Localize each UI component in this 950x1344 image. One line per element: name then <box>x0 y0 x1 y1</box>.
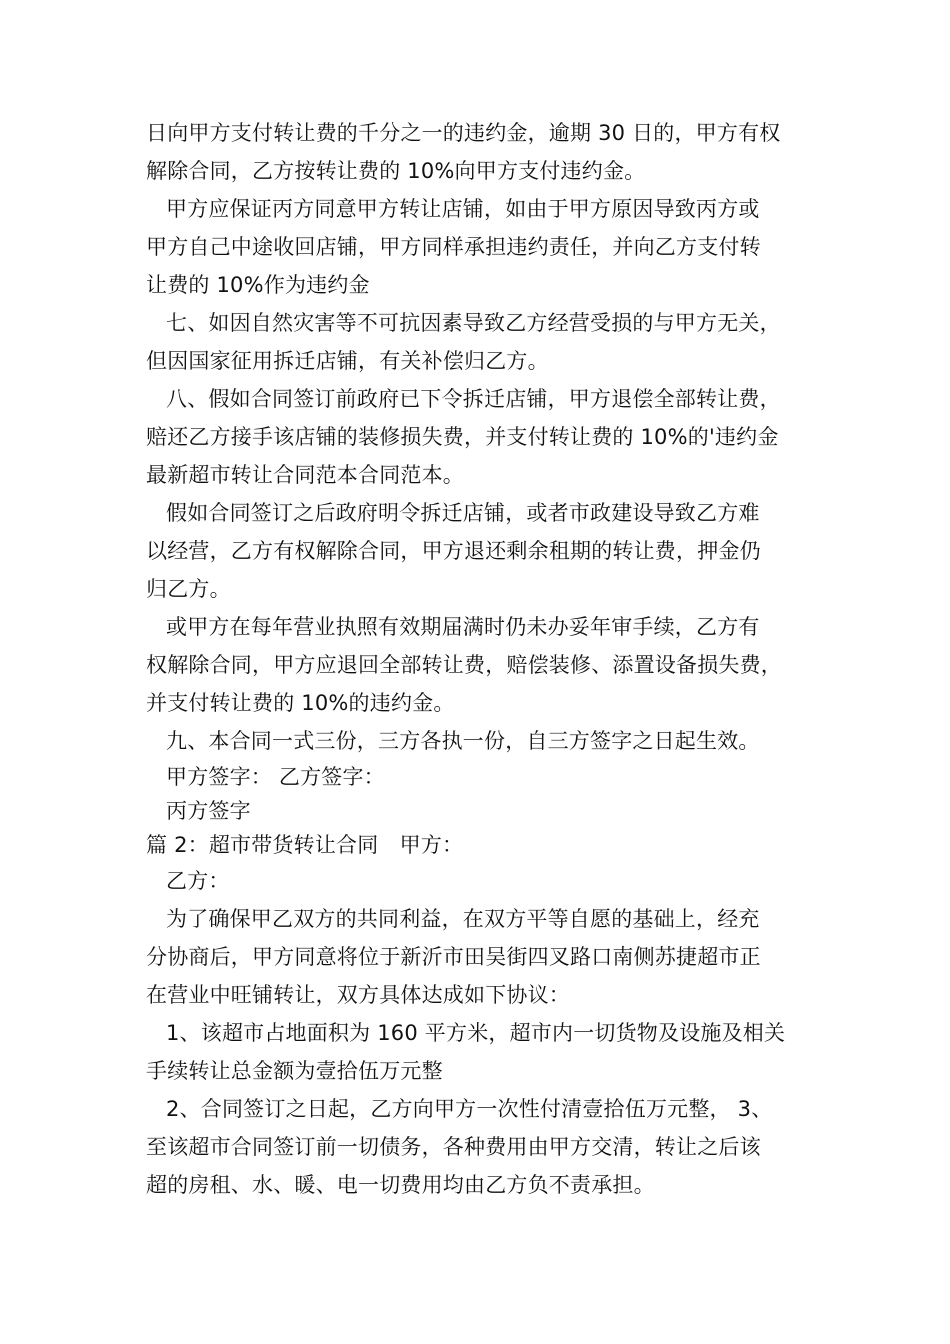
text-line: 为了确保甲乙双方的共同利益，在双方平等自愿的基础上，经充 <box>166 907 760 931</box>
text-line: 权解除合同，甲方应退回全部转让费，赔偿装修、添置设备损失费， <box>146 653 782 677</box>
text-line: 分协商后，甲方同意将位于新沂市田吴街四叉路口南侧苏捷超市正 <box>146 945 761 969</box>
text-line: 日向甲方支付转让费的千分之一的违约金，逾期 30 日的，甲方有权 <box>146 121 781 145</box>
section-heading: 篇 2：超市带货转让合同 甲方： <box>146 833 464 857</box>
document-body <box>146 114 826 1204</box>
text-line: 或甲方在每年营业执照有效期届满时仍未办妥年审手续，乙方有 <box>166 615 760 639</box>
text-line: 赔还乙方接手该店铺的装修损失费，并支付转让费的 10%的'违约金 <box>146 425 779 449</box>
text-line: 甲方签字： 乙方签字： <box>166 765 385 789</box>
text-line: 并支付转让费的 10%的违约金。 <box>146 691 455 715</box>
text-line: 丙方签字 <box>166 799 251 823</box>
text-line: 以经营，乙方有权解除合同，甲方退还剩余租期的转让费，押金仍 <box>146 539 761 563</box>
text-line: 最新超市转让合同范本合同范本。 <box>146 463 464 487</box>
text-line: 让费的 10%作为违约金 <box>146 273 370 297</box>
text-line: 但因国家征用拆迁店铺，有关补偿归乙方。 <box>146 349 549 373</box>
text-line: 手续转让总金额为壹拾伍万元整 <box>146 1059 443 1083</box>
text-line: 甲方自己中途收回店铺，甲方同样承担违约责任，并向乙方支付转 <box>146 235 761 259</box>
text-line: 甲方应保证丙方同意甲方转让店铺，如由于甲方原因导致丙方或 <box>166 197 760 221</box>
text-line: 九、本合同一式三份，三方各执一份，自三方签字之日起生效。 <box>166 729 760 753</box>
text-line: 解除合同，乙方按转让费的 10%向甲方支付违约金。 <box>146 159 646 183</box>
text-line: 2、合同签订之日起，乙方向甲方一次性付清壹拾伍万元整， 3、 <box>166 1097 773 1121</box>
text-line: 在营业中旺铺转让，双方具体达成如下协议： <box>146 983 570 1007</box>
text-line: 乙方： <box>166 869 230 893</box>
text-line: 超的房租、水、暖、电一切费用均由乙方负不责承担。 <box>146 1173 655 1197</box>
text-line: 归乙方。 <box>146 577 231 601</box>
text-line: 1、该超市占地面积为 160 平方米，超市内一切货物及设施及相关 <box>166 1021 786 1045</box>
text-line: 七、如因自然灾害等不可抗因素导致乙方经营受损的与甲方无关， <box>166 311 781 335</box>
text-line: 至该超市合同签订前一切债务，各种费用由甲方交清，转让之后该 <box>146 1135 761 1159</box>
text-line: 八、假如合同签订前政府已下令拆迁店铺，甲方退偿全部转让费， <box>166 387 781 411</box>
text-line: 假如合同签订之后政府明令拆迁店铺，或者市政建设导致乙方难 <box>166 501 760 525</box>
